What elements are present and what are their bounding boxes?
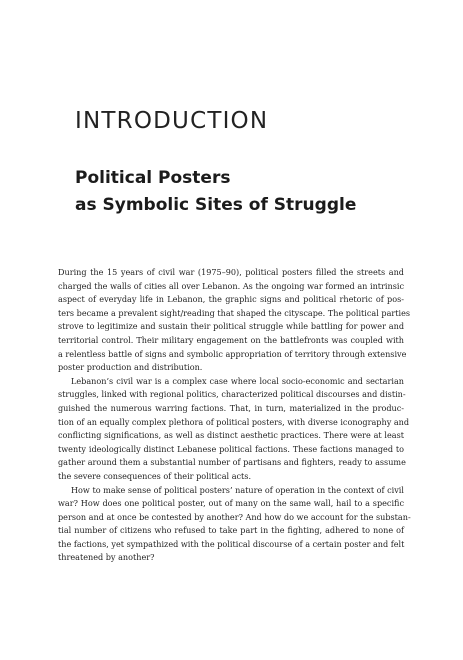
- text-line: guished the numerous warring factions. That, in turn, materialized in the produc-: [58, 402, 404, 413]
- text-line: a relentless battle of signs and symbolic appropriation of territory through extensive: [58, 348, 407, 359]
- text-line: Lebanon’s civil war is a complex case where local socio-economic and sectarian: [71, 375, 404, 386]
- chapter-title: [75, 165, 356, 219]
- text-line: person and at once be contested by another? And how do we account for the substan-: [58, 511, 411, 522]
- text-line: How to make sense of political posters’ nature of operation in the context of civil: [71, 484, 404, 495]
- body-text: [58, 266, 411, 565]
- text-line: tial number of citizens who refused to take part in the fighting, adhered to none of: [58, 525, 404, 536]
- chapter-label: INTRODUCTION: [75, 108, 269, 134]
- chapter-title-line: Political Posters: [75, 168, 231, 188]
- text-line: struggles, linked with regional politics, characterized political discourses and distin-: [58, 389, 406, 400]
- text-line: the severe consequences of their political acts.: [58, 470, 252, 481]
- text-line: strove to legitimize and sustain their political struggle while battling for power and: [58, 321, 404, 332]
- text-line: tion of an equally complex plethora of political posters, with diverse iconography and: [58, 416, 410, 427]
- text-line: conflicting significations, as well as distinct aesthetic practices. There were at least: [58, 430, 404, 441]
- text-line: the factions, yet sympathized with the political discourse of a certain poster and felt: [58, 538, 405, 549]
- text-line: charged the walls of cities all over Lebanon. As the ongoing war formed an intrinsic: [58, 280, 404, 291]
- text-line: war? How does one political poster, out of many on the same wall, hail to a specific: [58, 498, 404, 509]
- text-line: twenty ideologically distinct Lebanese political factions. These factions managed to: [58, 443, 404, 454]
- text-line: threatened by another?: [58, 552, 155, 563]
- text-line: territorial control. Their military engagement on the battlefronts was coupled with: [58, 334, 404, 345]
- chapter-title-line: as Symbolic Sites of Struggle: [75, 195, 357, 215]
- text-line: ters became a prevalent sight/reading that shaped the cityscape. The political parties: [58, 307, 411, 318]
- text-line: During the 15 years of civil war (1975–90), political posters filled the streets and: [58, 267, 404, 277]
- text-line: poster production and distribution.: [58, 362, 203, 373]
- text-line: aspect of everyday life in Lebanon, the graphic signs and political rhetoric of pos-: [58, 294, 404, 305]
- text-line: gather around them a substantial number of partisans and fighters, ready to assume: [58, 457, 406, 468]
